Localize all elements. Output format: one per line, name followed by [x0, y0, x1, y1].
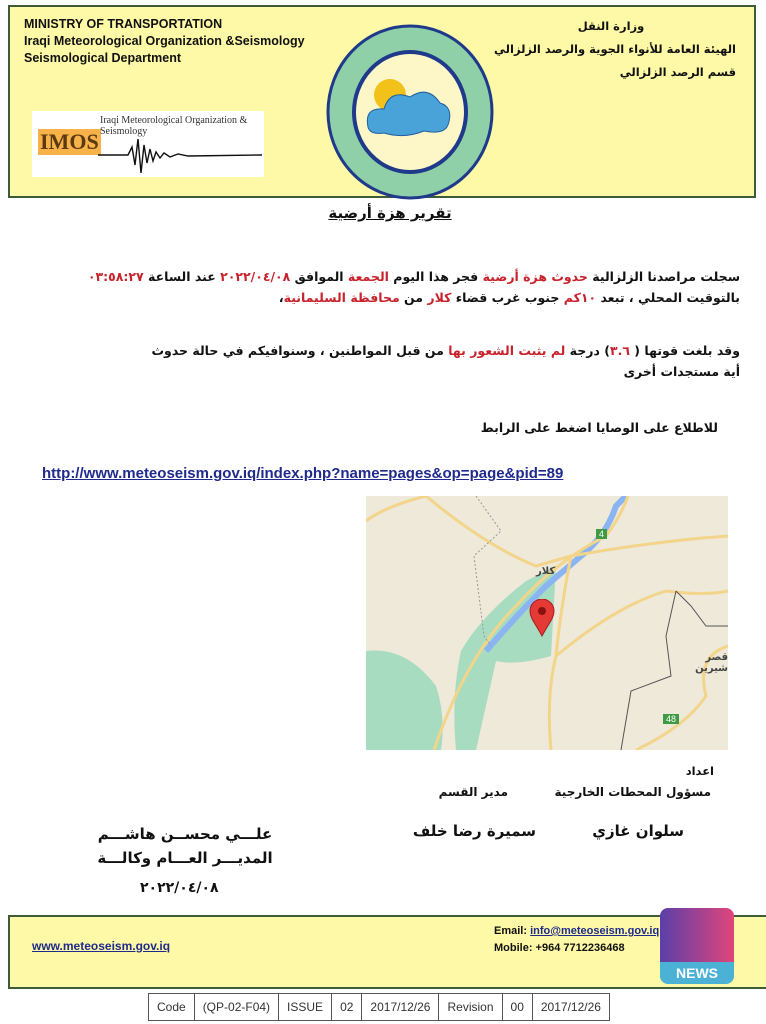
department-name: Seismological Department	[24, 51, 181, 65]
table-cell: 02	[332, 994, 362, 1021]
highlighted-text: لم يثبت الشعور بها	[448, 343, 566, 358]
table-cell: Code	[149, 994, 195, 1021]
alula-news-watermark	[660, 908, 734, 984]
signatory-name-2: سميرة رضا خلف	[412, 822, 536, 840]
instruction-text: للاطلاع على الوصايا اضغط على الرابط	[480, 420, 718, 435]
paragraph-1-line-2	[20, 287, 740, 308]
imos-acronym: IMOS	[40, 129, 99, 154]
table-cell: ISSUE	[279, 994, 332, 1021]
text-segment: بالتوقيت المحلي ، تبعد	[596, 290, 740, 305]
text-segment: من قبل المواطنين ، وسنوافيكم في حالة حدوث	[151, 343, 449, 358]
report-title: تقرير هزة أرضية	[328, 204, 452, 222]
table-cell: 00	[502, 994, 532, 1021]
route-shield-48: 48	[663, 714, 679, 724]
highlighted-text: ٠٣:٥٨:٢٧	[87, 269, 144, 284]
highlighted-text: الجمعة	[347, 269, 389, 284]
highlighted-text: ٢٠٢٢/٠٤/٠٨	[220, 269, 291, 284]
recommendations-link[interactable]: http://www.meteoseism.gov.iq/index.php?name=pages&op=page&pid=89	[42, 465, 564, 482]
paragraph-2	[20, 340, 740, 382]
text-segment: من	[399, 290, 428, 305]
highlighted-text: ٣.٦	[609, 343, 630, 358]
table-cell: 2017/12/26	[532, 994, 609, 1021]
highlighted-text: محافظة السليمانية	[283, 290, 400, 305]
highlighted-text: حدوث هزة أرضية	[482, 269, 588, 284]
watermark-logo	[660, 908, 734, 962]
signatory-name-1: سلوان غازي	[592, 822, 684, 840]
highlighted-text: ١٠كم	[563, 290, 597, 305]
footer-bar	[8, 915, 766, 989]
text-segment: ) درجة	[565, 343, 610, 358]
director-block	[95, 822, 275, 870]
text-segment: سجلت مراصدنا الزلزالية	[587, 269, 740, 284]
paragraph-2-line-2: أية مستجدات أخرى	[623, 364, 740, 379]
imos-logo	[32, 111, 264, 177]
organization-seal	[324, 23, 496, 201]
contact-info	[494, 923, 659, 957]
table-cell: Revision	[439, 994, 502, 1021]
map-label-kalar: كلار	[536, 566, 556, 577]
website-link[interactable]: www.meteoseism.gov.iq	[32, 939, 171, 953]
map-pin-icon[interactable]	[529, 599, 555, 637]
letterhead	[8, 5, 756, 198]
epicenter-map[interactable]	[366, 496, 728, 750]
text-segment: وقد بلغت قوتها (	[629, 343, 740, 358]
watermark-news: NEWS	[660, 962, 734, 984]
email-link[interactable]: info@meteoseism.gov.iq	[530, 925, 660, 937]
mobile-number: Mobile: +964 7712236468	[494, 942, 625, 954]
organization-name-ar: الهيئة العامة للأنواء الجوية والرصد الزلزالي	[494, 42, 736, 56]
organization-name: Iraqi Meteorological Organization &Seismology	[24, 34, 305, 48]
table-cell: 2017/12/26	[362, 994, 439, 1021]
text-segment: جنوب غرب قضاء	[451, 290, 564, 305]
text-segment: الموافق	[290, 269, 348, 284]
paragraph-1-line-1	[20, 266, 740, 287]
prepared-by-label: اعداد	[685, 764, 714, 778]
document-control-table	[148, 993, 610, 1021]
table-cell: (QP-02-F04)	[194, 994, 278, 1021]
paragraph-2-line-1	[20, 340, 740, 361]
letterhead-english	[24, 16, 305, 67]
department-name-ar: قسم الرصد الزلزالي	[619, 65, 736, 79]
letterhead-arabic	[486, 15, 736, 84]
river	[486, 496, 626, 651]
seismogram-icon	[98, 133, 262, 177]
text-segment: عند الساعة	[143, 269, 221, 284]
ministry-name-ar: وزارة النقل	[577, 19, 645, 33]
role-department-head: مدير القسم	[438, 785, 508, 799]
director-title: المديـــر العـــام وكالـــة	[97, 849, 273, 867]
signature-date: ٢٠٢٢/٠٤/٠٨	[140, 880, 219, 896]
paragraph-1	[20, 266, 740, 308]
director-name: علـــي محســن هاشـــم	[97, 825, 273, 843]
map-label-qasr-shirin: قصر شيرين	[695, 652, 728, 674]
text-segment: ،	[278, 290, 284, 305]
highlighted-text: كلار	[427, 290, 452, 305]
text-segment: فجر هذا اليوم	[388, 269, 483, 284]
email-label: Email:	[494, 925, 528, 937]
ministry-name: MINISTRY OF TRANSPORTATION	[24, 17, 223, 31]
route-shield-4: 4	[596, 529, 607, 539]
role-external-stations: مسؤول المحطات الخارجية	[554, 785, 711, 799]
document-control-row	[149, 994, 610, 1021]
imos-name: Iraqi Meteorological Organization & Seismology	[100, 115, 248, 137]
